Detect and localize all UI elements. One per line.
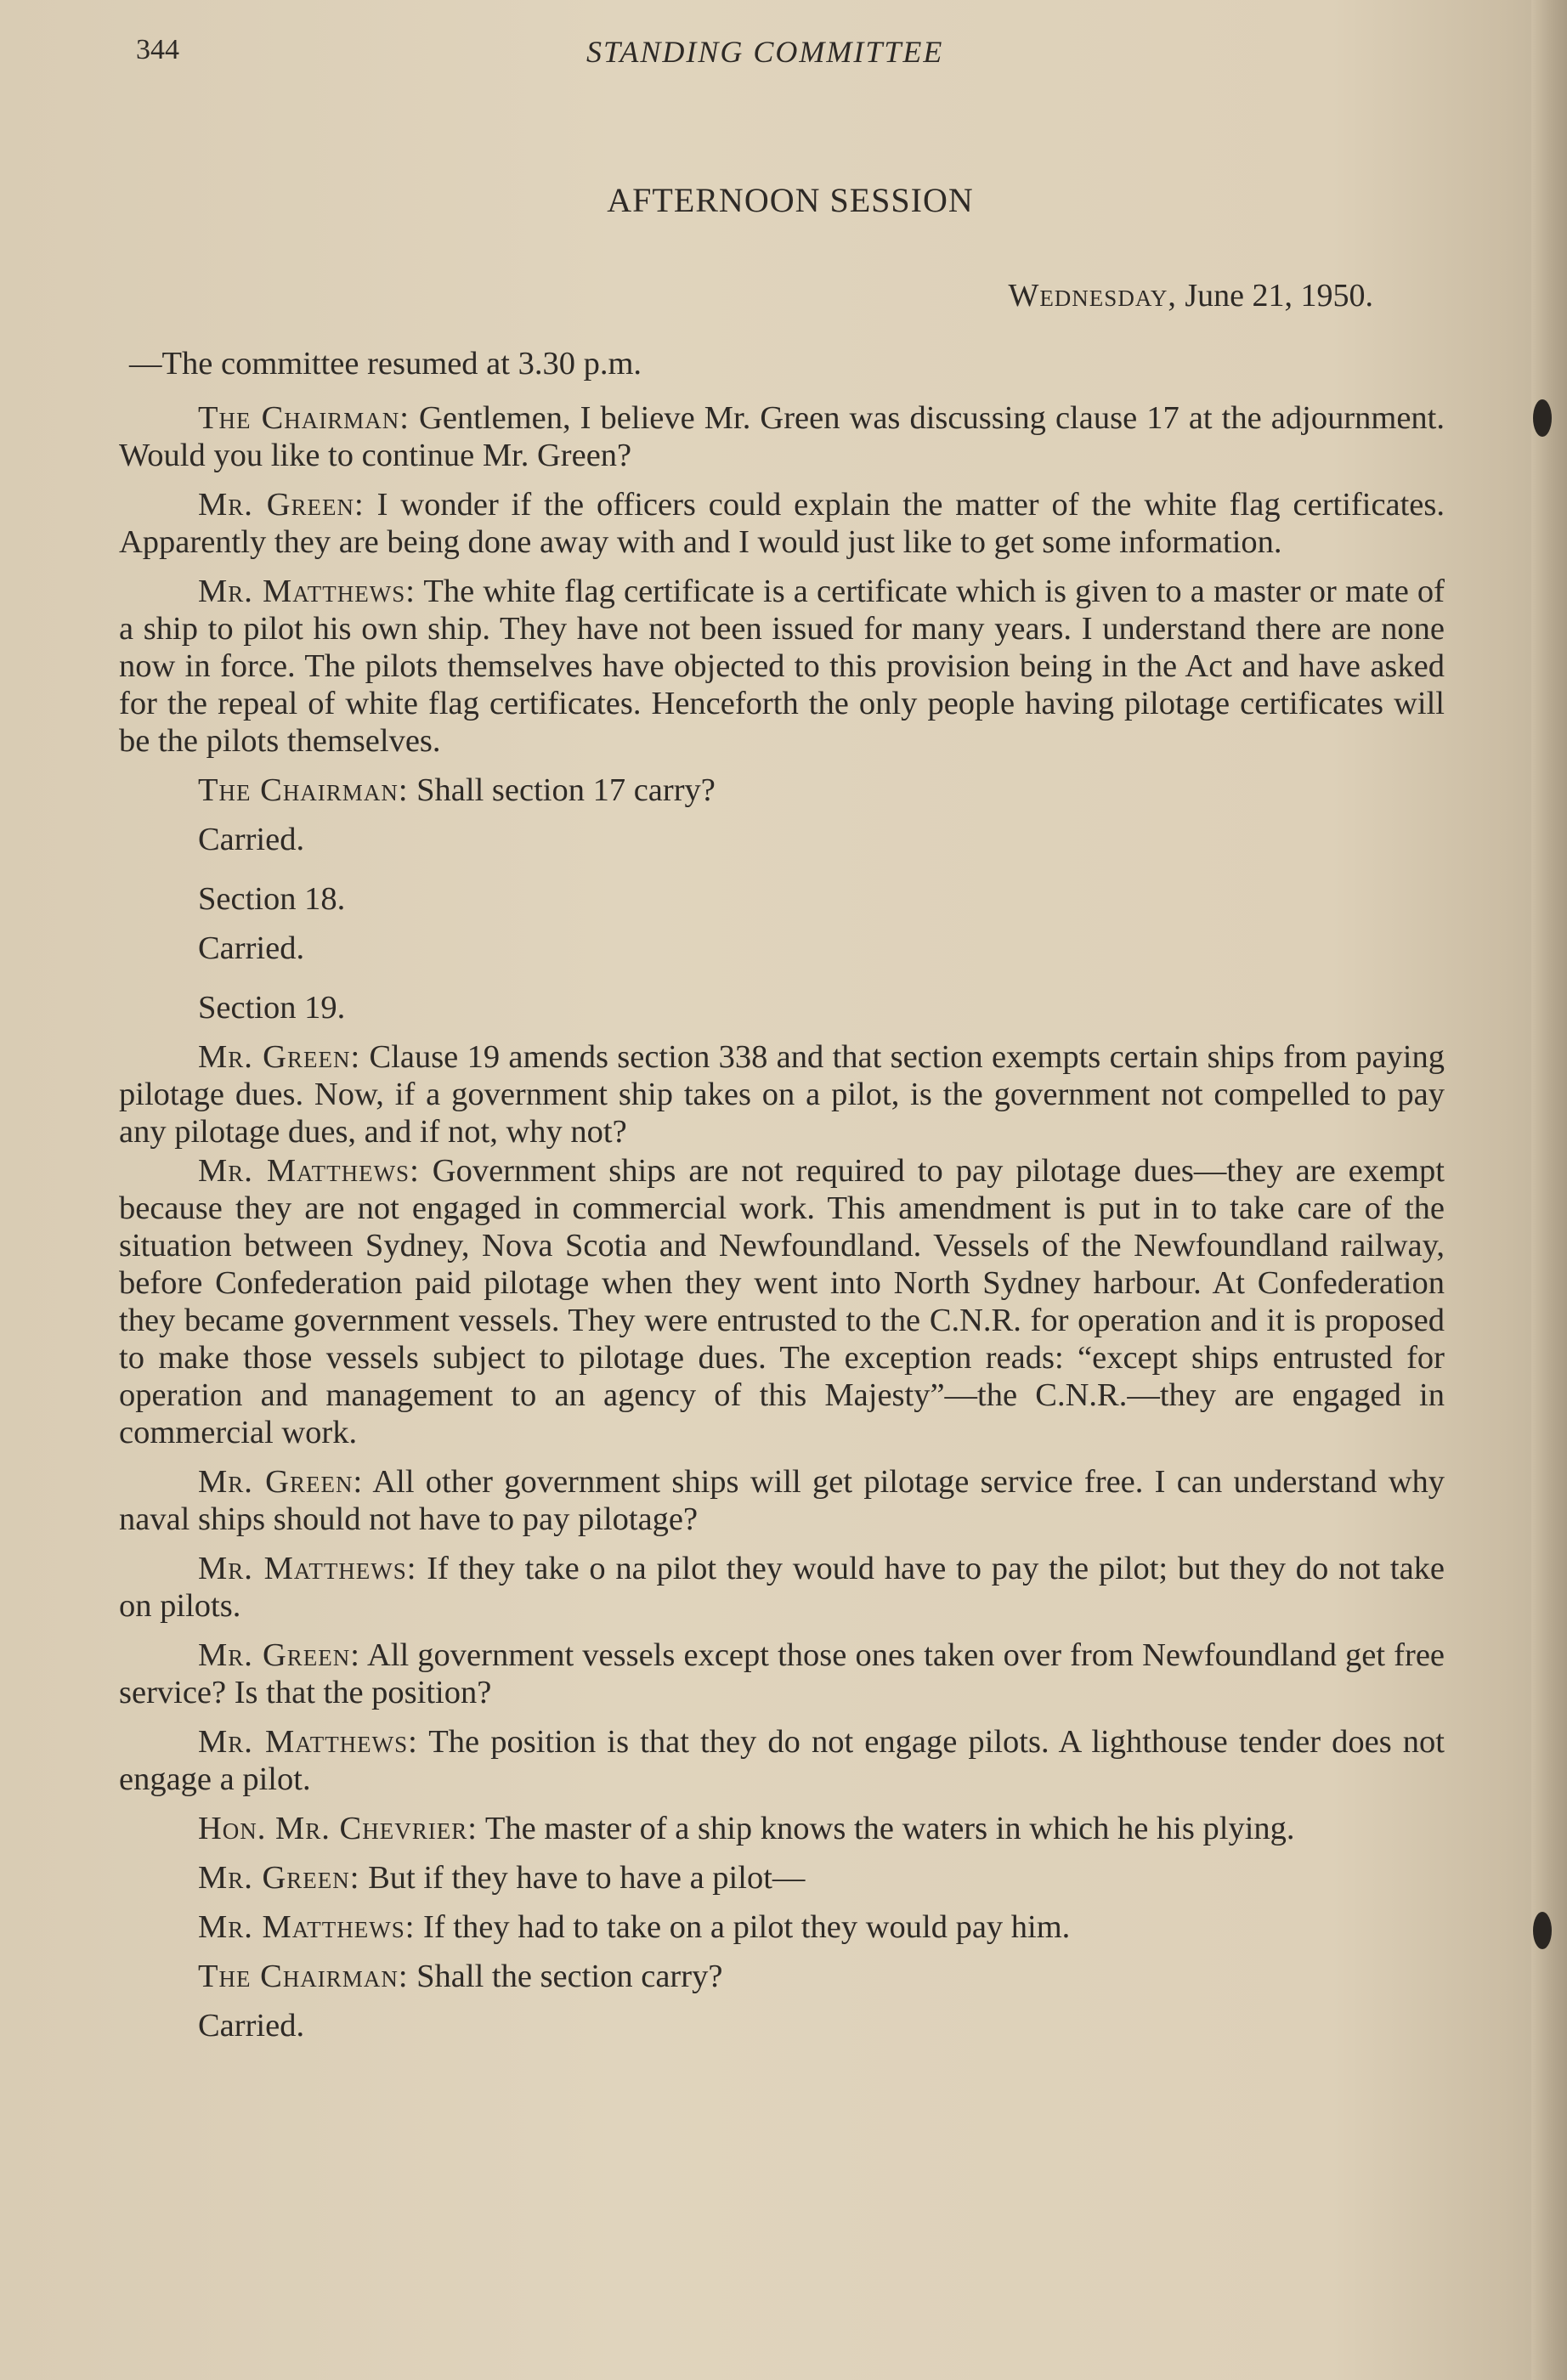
speaker-name: Mr. Matthews: [198, 1153, 420, 1189]
paragraph-text: Carried. [198, 2008, 305, 2044]
transcript-paragraph [119, 772, 1445, 809]
date-weekday: Wednesday, [1008, 278, 1177, 314]
paragraph-text: Government ships are not required to pay pilotage dues—they are exempt because they are not engaged in commercial work. This amendment is put in to take care of the situation between Sydney, Nova Scotia and Newfoundland. Vessels of the Newfoundland railway, before Confederation paid pilotage when they went into North Sydney harbour. At Confederation they became government vessels. They were entrusted to the C.N.R. for operation and it is proposed to make those vessels subject to pilotage dues. The exception reads: “except ships entrusted for operation and management to an agency of this Majesty”—the C.N.R.—they are engaged in commercial work. [119, 1153, 1445, 1450]
paragraph-text: Carried. [198, 930, 305, 966]
paragraph-text: But if they have to have a pilot— [359, 1860, 806, 1896]
page-number: 344 [136, 34, 179, 65]
paragraph-text: The position is that they do not engage pilots. A lighthouse tender does not engage a pilot. [119, 1724, 1445, 1797]
speaker-name: Hon. Mr. Chevrier: [198, 1811, 478, 1846]
transcript-paragraph [119, 1463, 1445, 1538]
transcript-paragraph [119, 821, 1445, 858]
speaker-name: The Chairman: [198, 400, 410, 436]
paragraph-text: Shall section 17 carry? [408, 772, 716, 808]
transcript-body [119, 345, 1445, 2056]
transcript-paragraph [119, 930, 1445, 967]
transcript-paragraph [119, 1038, 1445, 1150]
paragraph-text: If they had to take on a pilot they would pay him. [415, 1909, 1071, 1945]
speaker-name: The Chairman: [198, 1959, 409, 1994]
paragraph-text: Section 18. [198, 881, 346, 917]
paragraph-text: If they take o na pilot they would have to pay the pilot; but they do not take on pilots. [119, 1551, 1445, 1624]
running-head [136, 34, 1445, 76]
paragraph-text: Gentlemen, I believe Mr. Green was discussing clause 17 at the adjournment. Would you like to continue Mr. Green? [119, 400, 1445, 473]
session-title: AFTERNOON SESSION [607, 181, 974, 219]
paragraph-text: Shall the section carry? [408, 1959, 723, 1994]
speaker-name: Mr. Green: [198, 1860, 360, 1896]
paragraph-text: Carried. [198, 822, 305, 857]
speaker-name: Mr. Matthews: [198, 1909, 416, 1945]
speaker-name: Mr. Matthews: [198, 1551, 417, 1586]
speaker-name: Mr. Green: [198, 1637, 360, 1673]
transcript-paragraph [119, 1152, 1445, 1451]
speaker-name: Mr. Matthews: [198, 574, 416, 609]
speaker-name: The Chairman: [198, 772, 409, 808]
transcript-paragraph [119, 1810, 1445, 1847]
session-date [1008, 277, 1373, 314]
speaker-name: Mr. Green: [198, 487, 365, 523]
transcript-paragraph [119, 1908, 1445, 1946]
book-spine [1531, 0, 1567, 2380]
paragraph-text: —The committee resumed at 3.30 p.m. [129, 346, 642, 382]
running-title: STANDING COMMITTEE [586, 35, 944, 69]
paragraph-text: The master of a ship knows the waters in which he his plying. [477, 1811, 1295, 1846]
transcript-paragraph [119, 486, 1445, 561]
transcript-paragraph [119, 989, 1445, 1026]
transcript-paragraph [119, 1859, 1445, 1897]
transcript-paragraph [119, 1958, 1445, 1995]
paragraph-text: Clause 19 amends section 338 and that section exempts certain ships from paying pilotage dues. Now, if a government ship takes on a pilot, is the government not compelled to pay any pilotage dues, and if not, why not? [119, 1039, 1445, 1150]
speaker-name: Mr. Green: [198, 1039, 361, 1075]
paragraph-text: I wonder if the officers could explain the matter of the white flag certificates. Apparently they are being done away with and I would just like to get some information. [119, 487, 1445, 560]
transcript-paragraph [119, 399, 1445, 474]
transcript-paragraph [119, 345, 1445, 382]
paragraph-text: The white flag certificate is a certificate which is given to a master or mate of a ship to pilot his own ship. They have not been issued for many years. I understand there are none now in force. The pilots themselves have objected to this provision being in the Act and have asked for the repeal of white flag certificates. Henceforth the only people having pilotage certificates will be the pilots themselves. [119, 574, 1445, 759]
speaker-name: Mr. Matthews: [198, 1724, 418, 1760]
transcript-paragraph [119, 2007, 1445, 2044]
binding-mark [1533, 1912, 1552, 1949]
transcript-paragraph [119, 1723, 1445, 1798]
paragraph-text: All government vessels except those ones taken over from Newfoundland get free service? Is that the position? [119, 1637, 1445, 1710]
binding-mark [1533, 399, 1552, 437]
date-rest: June 21, 1950. [1176, 278, 1373, 314]
transcript-paragraph [119, 880, 1445, 918]
paragraph-text: Section 19. [198, 990, 346, 1026]
transcript-paragraph [119, 1637, 1445, 1711]
speaker-name: Mr. Green: [198, 1464, 364, 1500]
transcript-paragraph [119, 1550, 1445, 1625]
paragraph-text: All other government ships will get pilotage service free. I can understand why naval ships should not have to pay pilotage? [119, 1464, 1445, 1537]
transcript-paragraph [119, 573, 1445, 760]
